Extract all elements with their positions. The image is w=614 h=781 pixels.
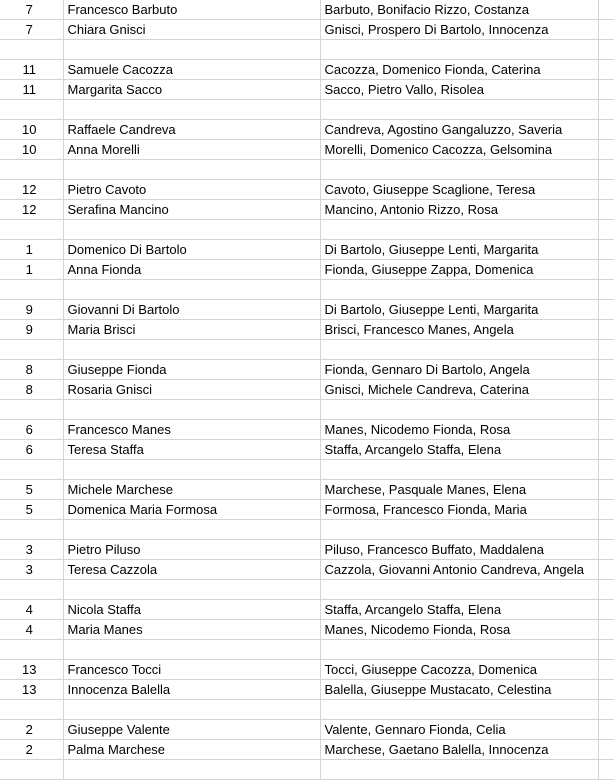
cell-empty[interactable]: [598, 80, 614, 100]
cell-empty[interactable]: [598, 320, 614, 340]
table-row: [0, 740, 614, 760]
cell-parents[interactable]: [320, 280, 598, 300]
table-row: [0, 560, 614, 580]
cell-parents[interactable]: Marchese, Pasquale Manes, Elena: [320, 480, 598, 500]
cell-name[interactable]: Anna Morelli: [63, 140, 320, 160]
table-row: [0, 60, 614, 80]
cell-parents[interactable]: [320, 700, 598, 720]
cell-name[interactable]: Francesco Tocci: [63, 660, 320, 680]
cell-name[interactable]: [63, 460, 320, 480]
cell-name[interactable]: Maria Brisci: [63, 320, 320, 340]
cell-number[interactable]: 12: [0, 180, 63, 200]
table-row: [0, 120, 614, 140]
table-row: [0, 680, 614, 700]
cell-number[interactable]: 4: [0, 600, 63, 620]
cell-name[interactable]: Anna Fionda: [63, 260, 320, 280]
cell-empty[interactable]: [598, 520, 614, 540]
cell-number[interactable]: 10: [0, 120, 63, 140]
cell-parents[interactable]: Tocci, Giuseppe Cacozza, Domenica: [320, 660, 598, 680]
cell-empty[interactable]: [598, 740, 614, 760]
cell-empty[interactable]: [598, 760, 614, 780]
cell-number[interactable]: 1: [0, 240, 63, 260]
cell-empty[interactable]: [598, 240, 614, 260]
table-row: [0, 40, 614, 60]
cell-name[interactable]: Domenica Maria Formosa: [63, 500, 320, 520]
cell-name[interactable]: Teresa Cazzola: [63, 560, 320, 580]
cell-empty[interactable]: [598, 120, 614, 140]
cell-number[interactable]: 8: [0, 380, 63, 400]
cell-empty[interactable]: [598, 60, 614, 80]
table-row: [0, 160, 614, 180]
cell-parents[interactable]: Staffa, Arcangelo Staffa, Elena: [320, 600, 598, 620]
table-row: [0, 240, 614, 260]
cell-name[interactable]: Giuseppe Valente: [63, 720, 320, 740]
cell-parents[interactable]: [320, 220, 598, 240]
cell-empty[interactable]: [598, 720, 614, 740]
cell-empty[interactable]: [598, 680, 614, 700]
cell-number[interactable]: 7: [0, 0, 63, 20]
cell-empty[interactable]: [598, 660, 614, 680]
cell-number[interactable]: 13: [0, 680, 63, 700]
cell-name[interactable]: Innocenza Balella: [63, 680, 320, 700]
cell-empty[interactable]: [598, 360, 614, 380]
cell-parents[interactable]: Di Bartolo, Giuseppe Lenti, Margarita: [320, 300, 598, 320]
cell-empty[interactable]: [598, 400, 614, 420]
cell-number[interactable]: [0, 100, 63, 120]
table-row: [0, 260, 614, 280]
cell-empty[interactable]: [598, 20, 614, 40]
cell-empty[interactable]: [598, 40, 614, 60]
cell-parents[interactable]: Cacozza, Domenico Fionda, Caterina: [320, 60, 598, 80]
cell-name[interactable]: Pietro Piluso: [63, 540, 320, 560]
cell-number[interactable]: [0, 580, 63, 600]
table-row: [0, 300, 614, 320]
cell-empty[interactable]: [598, 580, 614, 600]
table-row: [0, 700, 614, 720]
cell-empty[interactable]: [598, 160, 614, 180]
cell-number[interactable]: [0, 520, 63, 540]
cell-number[interactable]: [0, 700, 63, 720]
table-row: [0, 720, 614, 740]
table-row: [0, 0, 614, 20]
cell-parents[interactable]: Candreva, Agostino Gangaluzzo, Saveria: [320, 120, 598, 140]
cell-name[interactable]: Margarita Sacco: [63, 80, 320, 100]
cell-number[interactable]: 11: [0, 80, 63, 100]
table-row: [0, 100, 614, 120]
cell-empty[interactable]: [598, 460, 614, 480]
cell-empty[interactable]: [598, 0, 614, 20]
cell-number[interactable]: 5: [0, 480, 63, 500]
cell-name[interactable]: Pietro Cavoto: [63, 180, 320, 200]
cell-empty[interactable]: [598, 200, 614, 220]
cell-number[interactable]: 9: [0, 300, 63, 320]
cell-number[interactable]: 6: [0, 420, 63, 440]
cell-number[interactable]: [0, 460, 63, 480]
cell-number[interactable]: [0, 280, 63, 300]
cell-empty[interactable]: [598, 100, 614, 120]
cell-empty[interactable]: [598, 260, 614, 280]
cell-name[interactable]: [63, 100, 320, 120]
cell-number[interactable]: [0, 40, 63, 60]
cell-parents[interactable]: Barbuto, Bonifacio Rizzo, Costanza: [320, 0, 598, 20]
table-row: [0, 80, 614, 100]
cell-name[interactable]: [63, 280, 320, 300]
cell-parents[interactable]: Gnisci, Michele Candreva, Caterina: [320, 380, 598, 400]
cell-name[interactable]: Giovanni Di Bartolo: [63, 300, 320, 320]
cell-empty[interactable]: [598, 380, 614, 400]
cell-name[interactable]: Raffaele Candreva: [63, 120, 320, 140]
cell-empty[interactable]: [598, 480, 614, 500]
cell-parents[interactable]: Mancino, Antonio Rizzo, Rosa: [320, 200, 598, 220]
cell-parents[interactable]: Di Bartolo, Giuseppe Lenti, Margarita: [320, 240, 598, 260]
cell-parents[interactable]: [320, 460, 598, 480]
cell-name[interactable]: Palma Marchese: [63, 740, 320, 760]
cell-empty[interactable]: [598, 640, 614, 660]
table-row: [0, 500, 614, 520]
cell-name[interactable]: Maria Manes: [63, 620, 320, 640]
cell-name[interactable]: [63, 400, 320, 420]
cell-number[interactable]: 12: [0, 200, 63, 220]
cell-parents[interactable]: [320, 100, 598, 120]
cell-parents[interactable]: Brisci, Francesco Manes, Angela: [320, 320, 598, 340]
cell-name[interactable]: [63, 760, 320, 780]
cell-name[interactable]: Samuele Cacozza: [63, 60, 320, 80]
cell-parents[interactable]: Staffa, Arcangelo Staffa, Elena: [320, 440, 598, 460]
cell-name[interactable]: [63, 520, 320, 540]
cell-number[interactable]: 6: [0, 440, 63, 460]
cell-name[interactable]: Rosaria Gnisci: [63, 380, 320, 400]
cell-name[interactable]: Teresa Staffa: [63, 440, 320, 460]
table-row: [0, 660, 614, 680]
cell-parents[interactable]: Cavoto, Giuseppe Scaglione, Teresa: [320, 180, 598, 200]
cell-name[interactable]: Domenico Di Bartolo: [63, 240, 320, 260]
cell-parents[interactable]: [320, 340, 598, 360]
table-row: [0, 220, 614, 240]
table-row: [0, 380, 614, 400]
cell-parents[interactable]: [320, 580, 598, 600]
cell-parents[interactable]: Sacco, Pietro Vallo, Risolea: [320, 80, 598, 100]
cell-name[interactable]: [63, 160, 320, 180]
cell-empty[interactable]: [598, 340, 614, 360]
cell-name[interactable]: Michele Marchese: [63, 480, 320, 500]
cell-name[interactable]: Francesco Manes: [63, 420, 320, 440]
cell-number[interactable]: [0, 220, 63, 240]
cell-parents[interactable]: [320, 520, 598, 540]
table-row: [0, 480, 614, 500]
cell-number[interactable]: 13: [0, 660, 63, 680]
cell-parents[interactable]: Gnisci, Prospero Di Bartolo, Innocenza: [320, 20, 598, 40]
cell-name[interactable]: [63, 40, 320, 60]
cell-name[interactable]: [63, 700, 320, 720]
cell-parents[interactable]: Fionda, Giuseppe Zappa, Domenica: [320, 260, 598, 280]
cell-parents[interactable]: Morelli, Domenico Cacozza, Gelsomina: [320, 140, 598, 160]
table-row: [0, 460, 614, 480]
cell-empty[interactable]: [598, 220, 614, 240]
cell-number[interactable]: 1: [0, 260, 63, 280]
cell-empty[interactable]: [598, 500, 614, 520]
cell-name[interactable]: Giuseppe Fionda: [63, 360, 320, 380]
cell-parents[interactable]: Piluso, Francesco Buffato, Maddalena: [320, 540, 598, 560]
cell-empty[interactable]: [598, 420, 614, 440]
cell-empty[interactable]: [598, 140, 614, 160]
table-row: [0, 140, 614, 160]
table-row: [0, 600, 614, 620]
cell-name[interactable]: Chiara Gnisci: [63, 20, 320, 40]
cell-name[interactable]: Serafina Mancino: [63, 200, 320, 220]
table-row: [0, 340, 614, 360]
cell-name[interactable]: [63, 340, 320, 360]
cell-name[interactable]: [63, 220, 320, 240]
cell-number[interactable]: 3: [0, 540, 63, 560]
cell-number[interactable]: 4: [0, 620, 63, 640]
cell-number[interactable]: 2: [0, 720, 63, 740]
cell-empty[interactable]: [598, 300, 614, 320]
cell-parents[interactable]: [320, 400, 598, 420]
cell-empty[interactable]: [598, 180, 614, 200]
cell-name[interactable]: [63, 640, 320, 660]
cell-number[interactable]: 8: [0, 360, 63, 380]
cell-parents[interactable]: Formosa, Francesco Fionda, Maria: [320, 500, 598, 520]
cell-number[interactable]: 5: [0, 500, 63, 520]
cell-number[interactable]: 9: [0, 320, 63, 340]
table-row: [0, 640, 614, 660]
cell-number[interactable]: 10: [0, 140, 63, 160]
table-row: [0, 180, 614, 200]
cell-parents[interactable]: Valente, Gennaro Fionda, Celia: [320, 720, 598, 740]
cell-number[interactable]: 2: [0, 740, 63, 760]
cell-empty[interactable]: [598, 440, 614, 460]
cell-empty[interactable]: [598, 620, 614, 640]
cell-parents[interactable]: Manes, Nicodemo Fionda, Rosa: [320, 620, 598, 640]
cell-name[interactable]: [63, 580, 320, 600]
table-row: [0, 620, 614, 640]
table-row: [0, 420, 614, 440]
cell-parents[interactable]: [320, 760, 598, 780]
cell-parents[interactable]: Cazzola, Giovanni Antonio Candreva, Angela: [320, 560, 598, 580]
cell-parents[interactable]: [320, 40, 598, 60]
table-row: [0, 580, 614, 600]
cell-parents[interactable]: Manes, Nicodemo Fionda, Rosa: [320, 420, 598, 440]
table-row: [0, 20, 614, 40]
cell-empty[interactable]: [598, 600, 614, 620]
cell-number[interactable]: 11: [0, 60, 63, 80]
cell-parents[interactable]: Marchese, Gaetano Balella, Innocenza: [320, 740, 598, 760]
table-row: [0, 400, 614, 420]
cell-name[interactable]: Nicola Staffa: [63, 600, 320, 620]
cell-empty[interactable]: [598, 540, 614, 560]
cell-number[interactable]: 3: [0, 560, 63, 580]
cell-parents[interactable]: [320, 640, 598, 660]
cell-number[interactable]: [0, 640, 63, 660]
cell-number[interactable]: [0, 340, 63, 360]
table-row: [0, 320, 614, 340]
table-row: [0, 280, 614, 300]
cell-name[interactable]: Francesco Barbuto: [63, 0, 320, 20]
cell-number[interactable]: [0, 400, 63, 420]
cell-number[interactable]: [0, 160, 63, 180]
table-row: [0, 760, 614, 780]
cell-empty[interactable]: [598, 280, 614, 300]
cell-parents[interactable]: [320, 160, 598, 180]
cell-number[interactable]: [0, 760, 63, 780]
table-row: [0, 440, 614, 460]
table-row: [0, 540, 614, 560]
table-row: [0, 360, 614, 380]
cell-empty[interactable]: [598, 560, 614, 580]
table-row: [0, 200, 614, 220]
cell-parents[interactable]: Balella, Giuseppe Mustacato, Celestina: [320, 680, 598, 700]
cell-parents[interactable]: Fionda, Gennaro Di Bartolo, Angela: [320, 360, 598, 380]
table-row: [0, 520, 614, 540]
cell-number[interactable]: 7: [0, 20, 63, 40]
cell-empty[interactable]: [598, 700, 614, 720]
